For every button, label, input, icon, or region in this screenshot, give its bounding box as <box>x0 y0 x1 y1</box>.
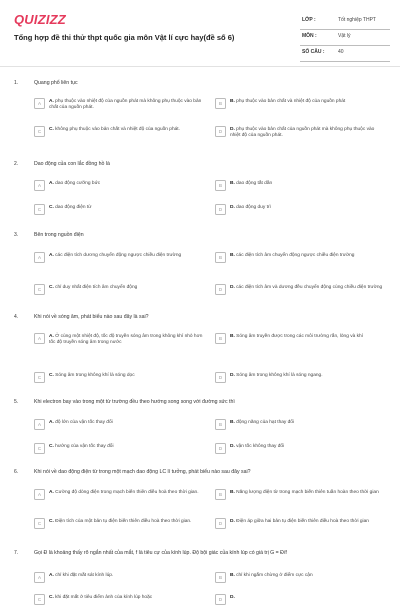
option-key: D. <box>230 205 235 210</box>
question-number: 2. <box>14 161 19 167</box>
meta-row-count <box>300 46 390 62</box>
option-key: A. <box>49 490 54 495</box>
option-letter-box[interactable]: A <box>34 572 45 583</box>
meta-label: LỚP : <box>302 17 316 23</box>
option-letter-box[interactable]: B <box>215 180 226 191</box>
option-key: D. <box>230 285 235 290</box>
header-divider <box>0 66 400 67</box>
option-body: động năng của hạt thay đổi <box>236 420 295 425</box>
option-key: A. <box>49 573 54 578</box>
option-key: B. <box>230 334 235 339</box>
option-body: phụ thuộc vào bản chất của nguồn phát mà không phụ thuộc vào nhiệt độ của nguồn phát. <box>230 127 375 138</box>
option-text <box>49 334 204 346</box>
option-text <box>49 253 204 259</box>
option-text <box>49 490 204 496</box>
option-body: các điện tích âm và dương đều chuyển động cùng chiều điện trường <box>236 285 383 290</box>
option-body: Cường độ dòng điện trong mạch biến thiên điều hoà theo thời gian. <box>55 490 199 495</box>
option-letter-box[interactable]: D <box>215 518 226 529</box>
option-text <box>49 595 204 601</box>
option-body: phụ thuộc vào nhiệt độ của nguồn phát mà không phụ thuộc vào bản chất của nguồn phát. <box>49 99 202 110</box>
option-text <box>230 420 385 426</box>
option-key: A. <box>49 181 54 186</box>
option-letter-box[interactable]: D <box>215 204 226 215</box>
option-body: không phụ thuộc vào bản chất và nhiệt độ của nguồn phát. <box>55 127 180 132</box>
quizizz-logo: QUIZIZZ <box>14 12 66 27</box>
option-body: Năng lượng điện từ trong mạch biến thiên tuần hoàn theo thời gian <box>236 490 379 495</box>
option-key: A. <box>49 99 54 104</box>
option-text <box>230 253 385 259</box>
option-letter-box[interactable]: B <box>215 489 226 500</box>
option-text <box>230 573 385 579</box>
option-letter-box[interactable]: C <box>34 594 45 605</box>
option-letter-box[interactable]: C <box>34 518 45 529</box>
option-key: A. <box>49 334 54 339</box>
question-text: Khi nói về dao động điện từ trong một mạch dao động LC lí tưởng, phát biểu nào sau đây sai? <box>34 469 251 475</box>
question-number: 5. <box>14 399 19 405</box>
option-letter-box[interactable]: D <box>215 126 226 137</box>
option-text <box>230 205 385 211</box>
option-body: khi đặt mắt ở tiêu điểm ảnh của kính lúp hoặc <box>55 595 153 600</box>
option-body: dao động tắt dần <box>236 181 273 186</box>
option-text <box>230 127 385 139</box>
option-key: C. <box>49 595 54 600</box>
option-body: dao động duy trì <box>236 205 271 210</box>
option-text <box>49 205 204 211</box>
option-letter-box[interactable]: C <box>34 204 45 215</box>
option-letter-box[interactable]: C <box>34 443 45 454</box>
option-text <box>49 99 204 111</box>
option-key: C. <box>49 127 54 132</box>
option-text <box>49 444 204 450</box>
option-text <box>230 181 385 187</box>
option-key: D. <box>230 127 235 132</box>
option-letter-box[interactable]: C <box>34 126 45 137</box>
option-body: các điện tích dương chuyển động ngược chiều điện trường <box>55 253 182 258</box>
option-key: B. <box>230 253 235 258</box>
question-number: 1. <box>14 80 19 86</box>
option-body: dao động cưỡng bức <box>55 181 101 186</box>
option-key: B. <box>230 181 235 186</box>
option-body: Điện tích của một bản tụ điện biến thiên điều hoà theo thời gian. <box>55 519 192 524</box>
option-key: C. <box>49 519 54 524</box>
option-text <box>49 420 204 426</box>
option-text <box>49 373 204 379</box>
option-letter-box[interactable]: D <box>215 443 226 454</box>
option-letter-box[interactable]: B <box>215 419 226 430</box>
option-body: độ lớn của vận tốc thay đổi <box>55 420 113 425</box>
option-text <box>49 285 204 291</box>
option-letter-box[interactable]: D <box>215 372 226 383</box>
option-letter-box[interactable]: B <box>215 252 226 263</box>
option-body: chỉ khi ngắm chừng ở điểm cực cận <box>236 573 313 578</box>
meta-value: Vật lý <box>338 33 351 39</box>
question-text: Dao động của con lắc đồng hồ là <box>34 161 110 167</box>
question-number: 4. <box>14 314 19 320</box>
question-number: 3. <box>14 232 19 238</box>
option-text <box>230 444 385 450</box>
option-letter-box[interactable]: D <box>215 284 226 295</box>
option-text <box>230 334 385 340</box>
option-key: A. <box>49 253 54 258</box>
option-text <box>49 519 204 525</box>
option-key: D. <box>230 373 235 378</box>
option-body: dao động điện từ <box>55 205 92 210</box>
option-body: Ở cùng một nhiệt độ, tốc độ truyền sóng âm trong không khí nhỏ hơn tốc độ truyền sóng âm trong nước <box>49 334 203 345</box>
option-letter-box[interactable]: A <box>34 489 45 500</box>
option-letter-box[interactable]: A <box>34 98 45 109</box>
option-letter-box[interactable]: B <box>215 98 226 109</box>
option-body: Điện áp giữa hai bản tụ điện biến thiên điều hoà theo thời gian <box>236 519 369 524</box>
meta-row-class <box>300 14 390 30</box>
option-letter-box[interactable]: A <box>34 180 45 191</box>
meta-box <box>300 14 390 62</box>
option-letter-box[interactable]: A <box>34 333 45 344</box>
option-text <box>230 99 385 105</box>
option-text <box>49 181 204 187</box>
question-number: 6. <box>14 469 19 475</box>
option-body: vận tốc không thay đổi <box>236 444 285 449</box>
option-body: Sóng âm trong không khí là sóng dọc <box>55 373 135 378</box>
option-key: A. <box>49 420 54 425</box>
option-text <box>49 573 204 579</box>
option-text <box>230 519 385 525</box>
option-text <box>230 595 385 601</box>
question-text: Khi nói về sóng âm, phát biểu nào sau đây là sai? <box>34 314 149 320</box>
option-key: B. <box>230 490 235 495</box>
meta-row-subject <box>300 30 390 46</box>
option-text <box>230 285 385 291</box>
option-key: C. <box>49 285 54 290</box>
option-key: B. <box>230 99 235 104</box>
question-text: Gọi Đ là khoảng thấy rõ ngắn nhất của mắt, f là tiêu cự của kính lúp. Độ bội giác của kính lúp có giá trị G = Đ/f <box>34 550 287 556</box>
option-letter-box[interactable]: A <box>34 252 45 263</box>
option-letter-box[interactable]: A <box>34 419 45 430</box>
option-body: Sóng âm truyền được trong các môi trường rắn, lỏng và khí <box>236 334 363 339</box>
option-key: B. <box>230 420 235 425</box>
option-key: C. <box>49 205 54 210</box>
worksheet-header <box>0 0 400 62</box>
question-text: Quang phổ liên tục <box>34 80 78 86</box>
option-key: D. <box>230 595 235 600</box>
option-key: B. <box>230 573 235 578</box>
option-body: chỉ duy nhất điện tích âm chuyển động <box>55 285 138 290</box>
option-key: D. <box>230 519 235 524</box>
option-letter-box[interactable]: D <box>215 594 226 605</box>
question-text: Bên trong nguồn điện <box>34 232 84 238</box>
option-letter-box[interactable]: B <box>215 572 226 583</box>
option-key: D. <box>230 444 235 449</box>
meta-value: 40 <box>338 49 344 55</box>
meta-label: SỐ CÂU : <box>302 49 325 55</box>
option-letter-box[interactable]: B <box>215 333 226 344</box>
option-body: Sóng âm trong không khí là sóng ngang. <box>236 373 323 378</box>
question-number: 7. <box>14 550 19 556</box>
option-letter-box[interactable]: C <box>34 372 45 383</box>
option-body: chỉ khi đặt mắt sát kính lúp. <box>55 573 114 578</box>
meta-label: MÔN : <box>302 33 317 39</box>
worksheet-title: Tổng hợp đề thi thử thpt quốc gia môn Vật lí cực hay(đề số 6) <box>14 33 235 42</box>
option-body: phụ thuộc vào bản chất và nhiệt độ của nguồn phát <box>236 99 346 104</box>
meta-value: Tốt nghiệp THPT <box>338 17 376 23</box>
option-letter-box[interactable]: C <box>34 284 45 295</box>
question-text: Khi electron bay vào trong một từ trường đều theo hướng song song với đường sức thì <box>34 399 235 405</box>
option-body: hướng của vận tốc thay đổi <box>55 444 114 449</box>
option-body: các điện tích âm chuyển động ngược chiều điện trường <box>236 253 355 258</box>
option-text <box>230 490 385 496</box>
option-text <box>49 127 204 133</box>
option-text <box>230 373 385 379</box>
option-key: C. <box>49 373 54 378</box>
option-key: C. <box>49 444 54 449</box>
